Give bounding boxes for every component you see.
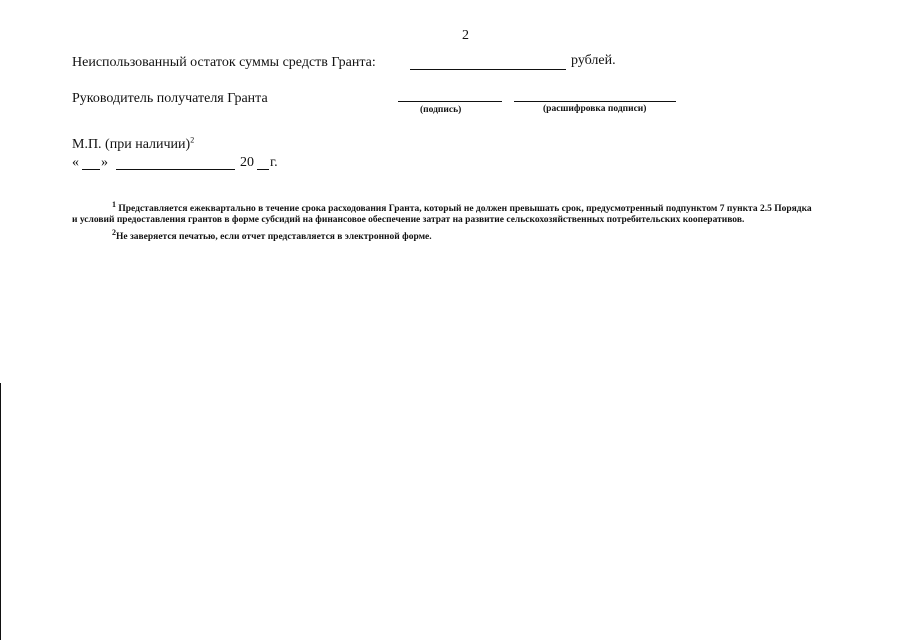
- footnote-1-mark: 1: [112, 199, 116, 209]
- signature-decoding-field[interactable]: [514, 101, 676, 102]
- footnote-1-text-1: Представляется ежеквартально в течение срока расходования Гранта, который не должен превышать срок, предусмотренный подпунктом 7 пункта 2.5 Порядка: [118, 204, 812, 214]
- footnote-1-line-1: [112, 199, 812, 215]
- date-month-field[interactable]: [116, 169, 235, 170]
- footnote-1-line-2: и условий предоставления грантов в форме субсидий на финансовое обеспечение затрат на развитие сельскохозяйственных потребительских кооперативов.: [72, 215, 745, 225]
- scan-edge-line: [0, 383, 1, 640]
- page-number: 2: [462, 28, 469, 43]
- footnote-2-mark: 2: [112, 227, 116, 237]
- head-label: Руководитель получателя Гранта: [72, 91, 268, 106]
- date-open-quote: «: [72, 155, 79, 170]
- decoding-caption: (расшифровка подписи): [543, 104, 647, 114]
- date-year-field[interactable]: [257, 169, 269, 170]
- balance-unit: рублей.: [571, 53, 616, 68]
- signature-caption: (подпись): [420, 105, 462, 115]
- balance-label: Неиспользованный остаток суммы средств Гранта:: [72, 55, 376, 70]
- footnote-2: [112, 227, 432, 243]
- seal-footnote-mark: 2: [190, 135, 195, 145]
- footnote-2-text: Не заверяется печатью, если отчет представляется в электронной форме.: [116, 232, 432, 242]
- balance-amount-field[interactable]: [410, 69, 566, 70]
- date-year-suffix: г.: [270, 155, 278, 170]
- seal-label-text: М.П. (при наличии): [72, 137, 191, 152]
- date-year-prefix: 20: [240, 155, 254, 170]
- seal-label: [72, 137, 194, 153]
- signature-field[interactable]: [398, 101, 502, 102]
- date-close-quote: »: [101, 155, 108, 170]
- date-day-field[interactable]: [82, 169, 100, 170]
